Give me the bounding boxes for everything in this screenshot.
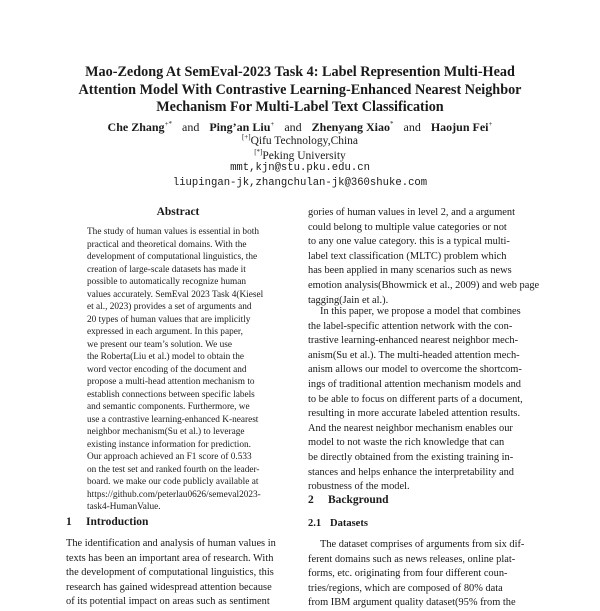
- abstract-line: practical and theoretical domains. With the: [87, 239, 247, 250]
- affiliation-mark: [+]: [241, 133, 251, 141]
- abstract-line: possible to automatically recognize human: [87, 277, 247, 287]
- affiliation-name: Qifu Technology,China: [250, 134, 359, 147]
- author-separator: and: [284, 120, 302, 134]
- title-line: Mechanism For Multi-Label Text Classification: [156, 99, 444, 115]
- email-line: mmt,kjn@stu.pku.edu.cn: [230, 162, 370, 174]
- abstract-line: task4-HumanValue.: [87, 502, 161, 512]
- affiliation: [40, 146, 560, 163]
- body-line: research has gained widespread attention because: [66, 581, 272, 593]
- abstract-line: and semantic components. Furthermore, we: [87, 402, 250, 412]
- email-line: liupingan-jk,zhangchulan-jk@360shuke.com: [172, 177, 428, 189]
- body-line: tries/regions, which are composed of 80% data: [308, 582, 503, 594]
- abstract-line: https://github.com/peterlau0626/semeval2023-: [87, 489, 261, 500]
- body-line: ings of traditional attention mechanism models and: [308, 378, 521, 390]
- abstract-body: [87, 226, 272, 514]
- body-line: trastive learning-enhanced nearest neighbor mech-: [308, 335, 519, 347]
- subsection-number: 2.1: [308, 518, 322, 529]
- abstract-line: development of computational linguistics, the: [87, 252, 258, 262]
- body-line: gories of human values in level 2, and a argument: [308, 207, 515, 218]
- background-heading: [308, 494, 536, 506]
- introduction-heading: [66, 516, 290, 528]
- subsection-title: Datasets: [330, 518, 368, 529]
- abstract-line: establish connections between specific labels: [87, 389, 255, 400]
- body-line: model to not waste the rich knowledge that can: [308, 437, 505, 449]
- author-separator: and: [182, 120, 200, 134]
- intro-paragraph-proposal: [308, 305, 536, 495]
- author-name: Haojun Fei: [430, 120, 489, 134]
- body-line: could belong to multiple value categories or not: [308, 221, 507, 233]
- body-line: the label-specific attention network with the con-: [308, 320, 513, 332]
- abstract-line: existing instance information for prediction.: [87, 439, 251, 450]
- body-line: stances and helps enhance the interpretability and: [308, 466, 515, 478]
- abstract-line: use a contrastive learning-enhanced K-nearest: [87, 414, 259, 425]
- body-line: resulting in more accurate labeled attention results.: [308, 408, 521, 420]
- intro-paragraph-continued: [308, 206, 540, 308]
- abstract-line: word vector encoding of the document and: [87, 364, 247, 375]
- author-mark: +: [488, 120, 493, 128]
- body-line: forms, etc. originating from four different coun-: [308, 568, 508, 580]
- body-line: And the nearest neighbor mechanism enables our: [308, 422, 513, 434]
- abstract-line: 20 types of human values that are implicitly: [87, 314, 251, 325]
- abstract-line: board. we make our code publicly available at: [87, 477, 259, 487]
- datasets-heading: [308, 518, 536, 529]
- author-mark: +*: [164, 120, 173, 128]
- body-line: texts has been an important area of research. With: [66, 552, 274, 564]
- abstract-line: neighbor mechanism(Su et al.) to leverage: [87, 427, 245, 437]
- body-line: emotion analysis(Bhowmick et al., 2009) and web page: [308, 279, 540, 291]
- body-line: The identification and analysis of human values in: [66, 538, 276, 549]
- author-separator: and: [403, 120, 421, 134]
- abstract-line: values accurately. SemEval 2023 Task 4(Kiesel: [87, 289, 264, 300]
- body-line: from IBM argument quality dataset(95% from the: [308, 597, 516, 609]
- abstract-heading: Abstract: [156, 206, 200, 218]
- author-name: Che Zhang: [107, 120, 165, 134]
- body-line: the development of computational linguistics, this: [66, 567, 274, 579]
- body-line: robustness of the model.: [308, 481, 410, 493]
- body-line: tagging(Jain et al.).: [308, 294, 389, 306]
- abstract-line: propose a multi-head attention mechanism to: [87, 377, 255, 387]
- abstract-line: the Roberta(Liu et al.) model to obtain the: [87, 352, 244, 362]
- body-line: label text classification (MLTC) problem which: [308, 250, 507, 262]
- body-line: to be able to focus on different parts of a document,: [308, 393, 523, 405]
- datasets-body: [308, 538, 536, 611]
- body-line: anism allows our model to overcome the shortcom-: [308, 364, 522, 376]
- introduction-body: [66, 537, 290, 610]
- body-line: The dataset comprises of arguments from six dif-: [320, 539, 525, 550]
- title-line: Attention Model With Contrastive Learning-Enhanced Nearest Neighbor: [78, 81, 522, 98]
- abstract-line: Our approach achieved an F1 score of 0.533: [87, 452, 252, 462]
- abstract-line: creation of large-scale datasets has made it: [87, 264, 246, 275]
- section-title: Background: [328, 494, 389, 506]
- body-line: of its potential impact on areas such as sentiment: [66, 596, 270, 608]
- abstract-line: The study of human values is essential in both: [87, 227, 259, 237]
- abstract-line: we present our team’s solution. We use: [87, 339, 232, 350]
- author-name: Ping’an Liu: [209, 120, 271, 134]
- body-line: anism(Su et al.). The multi-headed attention mech-: [308, 349, 520, 361]
- author-name: Zhenyang Xiao: [311, 120, 391, 134]
- section-number: 2: [308, 494, 314, 506]
- body-line: has been applied in many scenarios such as news: [308, 265, 512, 277]
- affiliation-name: Peking University: [262, 149, 346, 162]
- abstract-line: expressed in each argument. In this paper,: [87, 327, 243, 337]
- body-line: In this paper, we propose a model that combines: [320, 306, 521, 317]
- affiliation-mark: [*]: [254, 148, 263, 156]
- section-title: Introduction: [86, 516, 149, 528]
- section-number: 1: [66, 516, 72, 528]
- body-line: be directly obtained from the existing training in-: [308, 451, 514, 463]
- body-line: to any one value category. this is a typical multi-: [308, 236, 510, 248]
- body-line: ferent domains such as news releases, online plat-: [308, 553, 516, 565]
- title-line: Mao-Zedong At SemEval-2023 Task 4: Label Represention Multi-Head: [85, 64, 515, 80]
- author-mark: *: [390, 120, 394, 128]
- paper-title: [40, 64, 560, 117]
- abstract-line: et al., 2023) provides a set of arguments and: [87, 302, 252, 312]
- author-mark: +: [270, 120, 275, 128]
- abstract-line: on the test set and ranked fourth on the leader-: [87, 464, 260, 475]
